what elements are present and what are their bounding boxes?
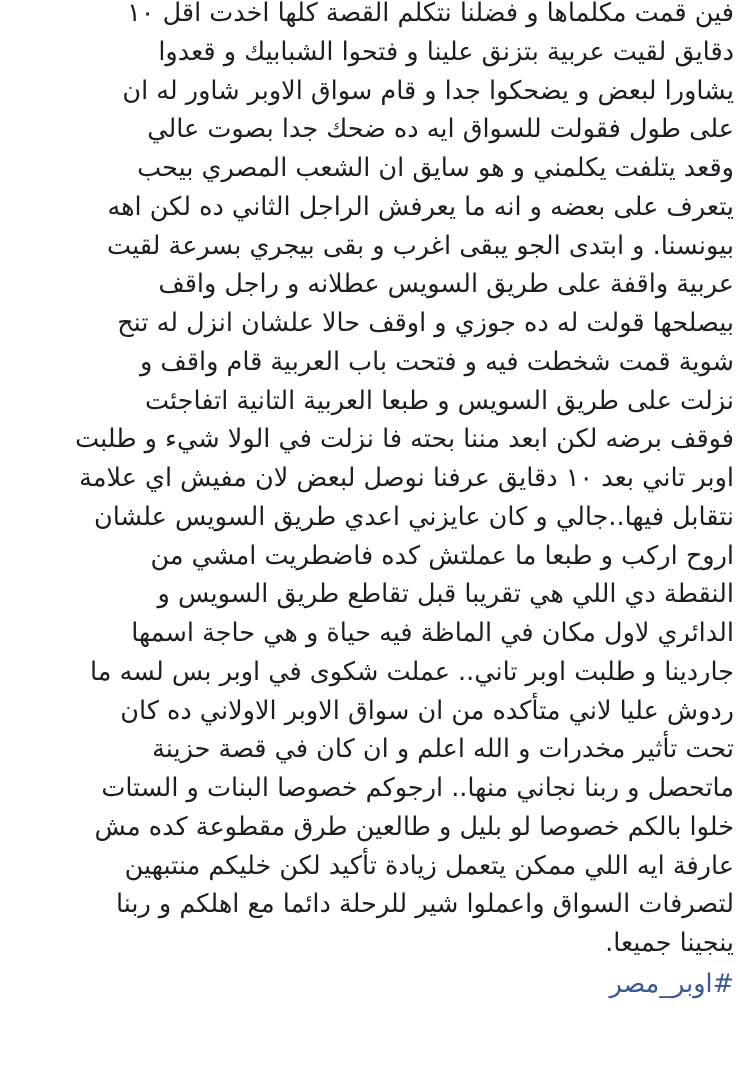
post-text-line: خلوا بالكم خصوصا لو بليل و طالعين طرق مقطوعة كده مش — [94, 811, 734, 842]
post-text-line: وقعد يتلفت يكلمني و هو سايق ان الشعب المصري بيحب — [137, 153, 734, 183]
post-text-line: ماتحصل و ربنا نجاني منها.. ارجوكم خصوصا البنات و الستات — [101, 773, 734, 803]
post-text-line: اوبر تاني بعد ١٠ دقايق عرفنا نوصل لبعض لان مفيش اي علامة — [79, 463, 734, 493]
post-text-line: على طول فقولت للسواق ايه ده ضحك جدا بصوت عالي — [147, 114, 734, 145]
post-text-line: شوية قمت شخطت فيه و فتحت باب العربية قام واقف و — [140, 346, 734, 377]
post-text-line: يشاورا لبعض و يضحكوا جدا و قام سواق الاوبر شاور له ان — [122, 75, 734, 106]
post-text-line: جاردينا و طلبت اوبر تاني.. عملت شكوى في اوبر بس لسه ما — [90, 656, 734, 687]
post-text-line: ردوش عليا لاني متأكده من ان سواق الاوبر الاولاني ده كان — [120, 695, 734, 726]
hashtag-link[interactable]: #اوبر_مصر — [609, 968, 734, 999]
post-text-line: عربية واقفة على طريق السويس عطلانه و راجل واقف — [158, 269, 734, 300]
post-text-line: الدائري لاول مكان في الماظة فيه حياة و هي حاجة اسمها — [131, 618, 734, 648]
post-text-line: ينجينا جميعا. — [605, 928, 734, 958]
post-text-line: اروح اركب و طبعا ما عملتش كده فاضطريت امشي من — [150, 540, 734, 571]
post-text-line: لتصرفات السواق واعملوا شير للرحلة دائما مع اهلكم و ربنا — [115, 889, 734, 920]
post-text-line: نتقابل فيها..جالي و كان عايزني اعدي طريق السويس علشان — [93, 501, 734, 532]
post-text-line: نزلت على طريق السويس و طبعا العربية التانية اتفاجئت — [144, 385, 734, 416]
post-text-line: يتعرف على بعضه و انه ما يعرفش الراجل الثاني ده لكن اهه — [107, 191, 734, 222]
post-text-line: فين قمت مكلماها و فضلنا نتكلم القصة كلها اخدت اقل ١٠ — [127, 0, 734, 28]
post-text-line: بيصلحها قولت له ده جوزي و اوقف حالا علشان انزل له تنح — [117, 308, 734, 338]
post-text-line: النقطة دي اللي هي تقريبا قبل تقاطع طريق السويس و — [157, 579, 734, 610]
post-body — [12, 0, 734, 1004]
post-text-line: بيونسنا. و ابتدى الجو يبقى اغرب و بقى بيجري بسرعة لقيت — [107, 230, 734, 261]
post-text-line: عارفة ايه اللي ممكن يتعمل زيادة تأكيد لكن خليكم منتبهين — [124, 850, 734, 881]
post-text-line: تحت تأثير مخدرات و الله اعلم و ان كان في قصة حزينة — [152, 734, 734, 765]
post-text-line: دقايق لقيت عربية بتزنق علينا و فتحوا الشبابيك و قعدوا — [158, 36, 734, 67]
post-text-line: فوقف برضه لكن ابعد مننا بحته فا نزلت في الولا شيء و طلبت — [75, 424, 734, 455]
